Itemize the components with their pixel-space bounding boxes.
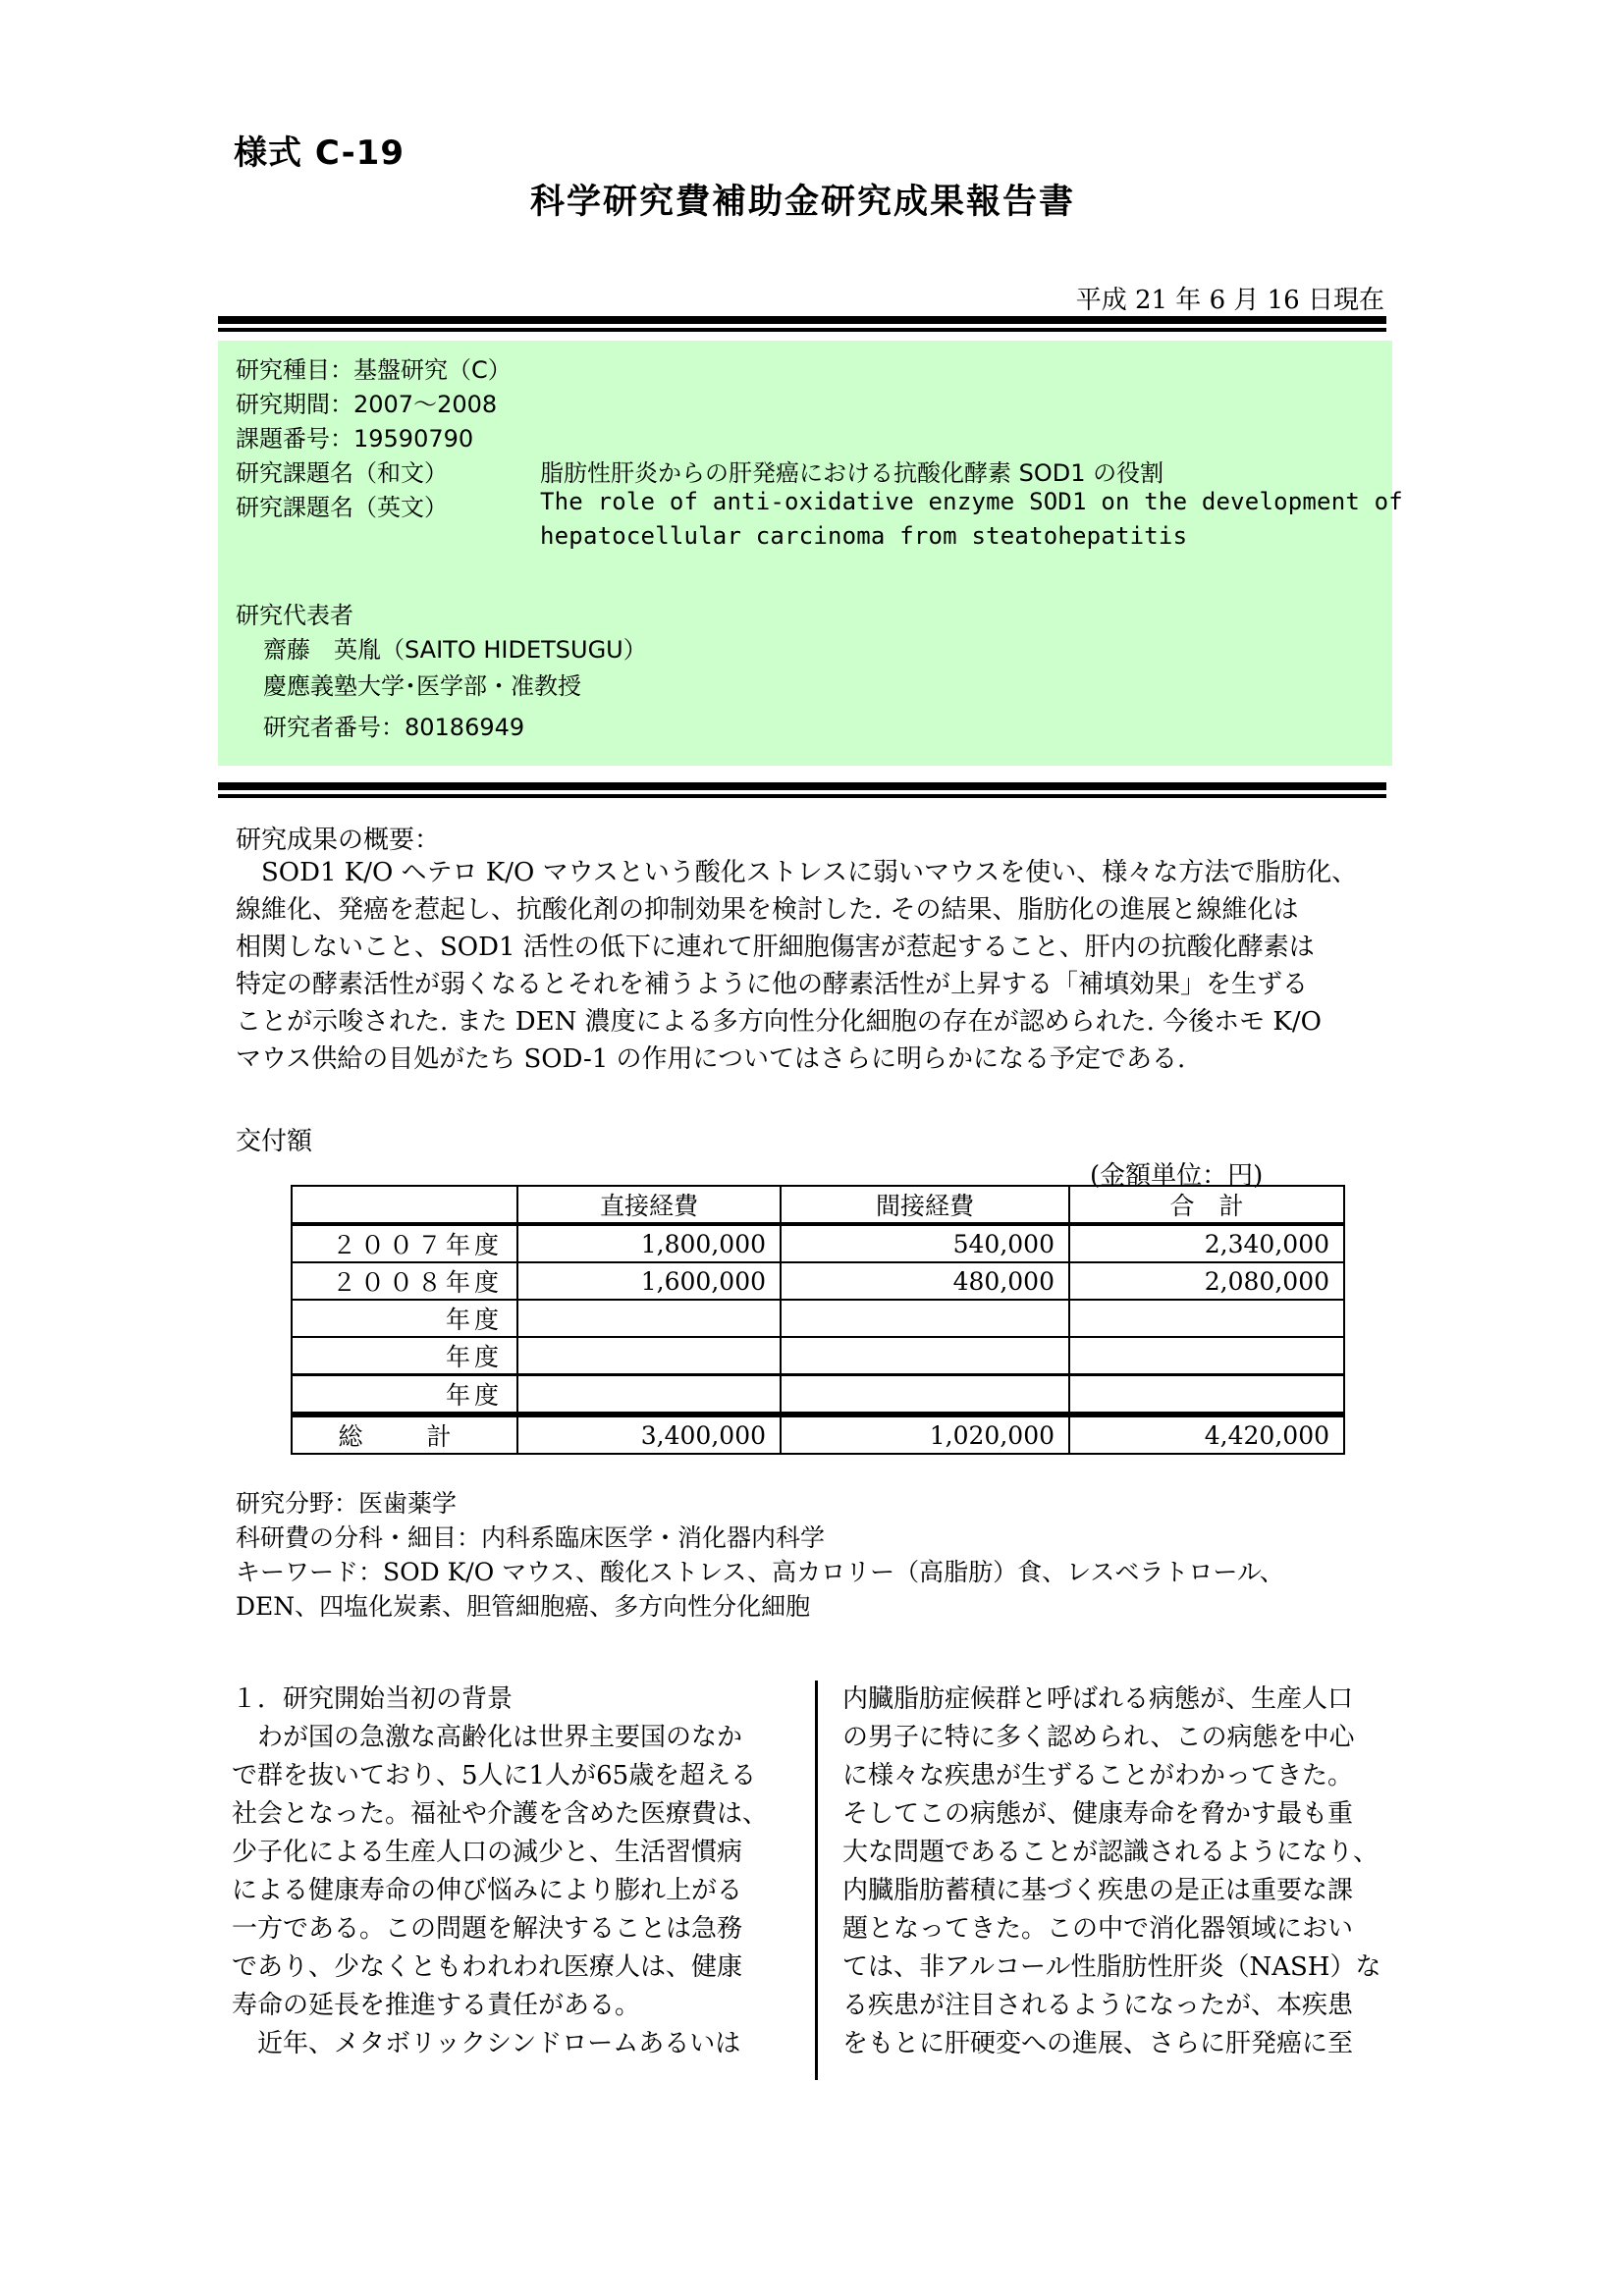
form-id: 様式 C-19 — [234, 133, 405, 173]
as-of-date: 平成 21 年 6 月 16 日現在 — [1075, 286, 1384, 315]
title-ja: 脂肪性肝炎からの肝発癌における抗酸化酵素 SOD1 の役割 — [540, 459, 1164, 487]
title-ja-label: 研究課題名（和文） — [236, 459, 448, 487]
title-en-line1: The role of anti-oxidative enzyme SOD1 on the development of — [540, 488, 1403, 515]
body-line: そしてこの病態が、健康寿命を脅かす最も重 — [842, 1799, 1354, 1829]
researcher-number: 研究者番号：80186949 — [263, 714, 525, 741]
indirect-cell: 480,000 — [781, 1262, 1069, 1300]
indirect-cell: 540,000 — [781, 1224, 1069, 1262]
total-direct-cell: 3,400,000 — [517, 1415, 781, 1454]
column-header-direct: 直接経費 — [517, 1186, 781, 1224]
grant-amount-label: 交付額 — [236, 1127, 313, 1156]
summary-line: 線維化、発癌を惹起し、抗酸化剤の抑制効果を検討した. その結果、脂肪化の進展と線維化は — [236, 895, 1299, 925]
direct-cell: 1,800,000 — [517, 1224, 781, 1262]
document-title: 科学研究費補助金研究成果報告書 — [530, 183, 1076, 222]
table-header-row — [292, 1186, 1344, 1224]
title-en-line2: hepatocellular carcinoma from steatohepatitis — [540, 522, 1188, 550]
bottom-double-rule — [218, 782, 1386, 798]
section1-left-column — [232, 1681, 791, 2063]
pi-affiliation: 慶應義塾大学･医学部・准教授 — [263, 672, 581, 700]
indirect-cell — [781, 1375, 1069, 1415]
total-label-cell: 総 計 — [292, 1415, 517, 1454]
summary-heading: 研究成果の概要： — [236, 826, 441, 855]
body-line: 内臓脂肪蓄積に基づく疾患の是正は重要な課 — [842, 1876, 1354, 1905]
grant-table — [291, 1185, 1345, 1455]
research-category: 研究種目：基盤研究（C） — [236, 356, 512, 384]
unit-note: (金額単位：円) — [1090, 1161, 1264, 1191]
pi-name: 齋藤 英胤（SAITO HIDETSUGU） — [263, 636, 647, 664]
total-cell — [1069, 1337, 1344, 1375]
section1-right-column — [842, 1681, 1412, 2063]
body-line: ては、非アルコール性脂肪性肝炎（NASH）な — [842, 1952, 1381, 1982]
body-line: 題となってきた。この中で消化器領域におい — [842, 1914, 1354, 1944]
title-en-label: 研究課題名（英文） — [236, 494, 448, 521]
column-header-total: 合 計 — [1069, 1186, 1344, 1224]
total-cell — [1069, 1300, 1344, 1337]
summary-line: 相関しないこと、SOD1 活性の低下に連れて肝細胞傷害が惹起すること、肝内の抗酸化酵素は — [236, 933, 1315, 962]
column-header-indirect: 間接経費 — [781, 1186, 1069, 1224]
year-cell: 年度 — [292, 1337, 517, 1375]
keywords-line-1: キーワード：SOD K/O マウス、酸化ストレス、高カロリー（高脂肪）食、レスベラトロール、 — [236, 1558, 1284, 1586]
research-field: 研究分野：医歯薬学 — [236, 1489, 458, 1518]
summary-line: マウス供給の目処がたち SOD-1 の作用についてはさらに明らかになる予定である. — [236, 1044, 1186, 1074]
section1-heading: １．研究開始当初の背景 — [232, 1684, 514, 1714]
body-line: をもとに肝硬変への進展、さらに肝発癌に至 — [842, 2029, 1354, 2058]
table-total-row — [292, 1415, 1344, 1454]
top-double-rule — [218, 316, 1386, 332]
year-cell: ２００７年度 — [292, 1224, 517, 1262]
direct-cell — [517, 1300, 781, 1337]
research-period: 研究期間：2007～2008 — [236, 391, 498, 418]
body-line: 内臓脂肪症候群と呼ばれる病態が、生産人口 — [842, 1684, 1354, 1714]
table-row — [292, 1262, 1344, 1300]
total-cell — [1069, 1375, 1344, 1415]
body-line: る疾患が注目されるようになったが、本疾患 — [842, 1991, 1354, 2020]
body-line: で群を抜いており、5人に1人が65歳を超える — [232, 1761, 757, 1790]
summary-body — [236, 854, 1394, 1078]
table-row — [292, 1337, 1344, 1375]
total-cell: 2,080,000 — [1069, 1262, 1344, 1300]
summary-line: ことが示唆された. また DEN 濃度による多方向性分化細胞の存在が認められた. 今後ホモ K/O — [236, 1007, 1322, 1037]
project-number: 課題番号：19590790 — [236, 425, 474, 453]
year-cell: 年度 — [292, 1300, 517, 1337]
body-line: 近年、メタボリックシンドロームあるいは — [232, 2029, 741, 2058]
keywords-line-2: DEN、四塩化炭素、胆管細胞癌、多方向性分化細胞 — [236, 1592, 811, 1621]
year-cell: ２００８年度 — [292, 1262, 517, 1300]
body-line: 少子化による生産人口の減少と、生活習慣病 — [232, 1838, 743, 1867]
year-cell: 年度 — [292, 1375, 517, 1415]
table-row — [292, 1375, 1344, 1415]
body-line: 社会となった。福祉や介護を含めた医療費は、 — [232, 1799, 769, 1829]
total-indirect-cell: 1,020,000 — [781, 1415, 1069, 1454]
body-line: であり、少なくともわれわれ医療人は、健康 — [232, 1952, 743, 1982]
body-line: 寿命の延長を推進する責任がある。 — [232, 1991, 641, 2020]
total-cell: 2,340,000 — [1069, 1224, 1344, 1262]
body-line: 一方である。この問題を解決することは急務 — [232, 1914, 743, 1944]
indirect-cell — [781, 1337, 1069, 1375]
research-subfield: 科研費の分科・細目：内科系臨床医学・消化器内科学 — [236, 1523, 826, 1552]
column-header — [292, 1186, 517, 1224]
summary-line: SOD1 K/O ヘテロ K/O マウスという酸化ストレスに弱いマウスを使い、様々な方法で脂肪化、 — [236, 858, 1358, 887]
indirect-cell — [781, 1300, 1069, 1337]
pi-label: 研究代表者 — [236, 602, 353, 629]
direct-cell — [517, 1337, 781, 1375]
body-line: に様々な疾患が生ずることがわかってきた。 — [842, 1761, 1354, 1790]
summary-line: 特定の酵素活性が弱くなるとそれを補うように他の酵素活性が上昇する「補填効果」を生ずる — [236, 970, 1309, 999]
grand-total-cell: 4,420,000 — [1069, 1415, 1344, 1454]
body-line: 大な問題であることが認識されるようになり、 — [842, 1838, 1380, 1867]
body-line: の男子に特に多く認められ、この病態を中心 — [842, 1723, 1355, 1752]
body-line: による健康寿命の伸び悩みにより膨れ上がる — [232, 1876, 743, 1905]
table-row — [292, 1224, 1344, 1262]
direct-cell — [517, 1375, 781, 1415]
body-line: わが国の急激な高齢化は世界主要国のなか — [232, 1723, 743, 1752]
table-row — [292, 1300, 1344, 1337]
project-info-box — [218, 341, 1403, 766]
column-divider — [815, 1681, 818, 2080]
direct-cell: 1,600,000 — [517, 1262, 781, 1300]
